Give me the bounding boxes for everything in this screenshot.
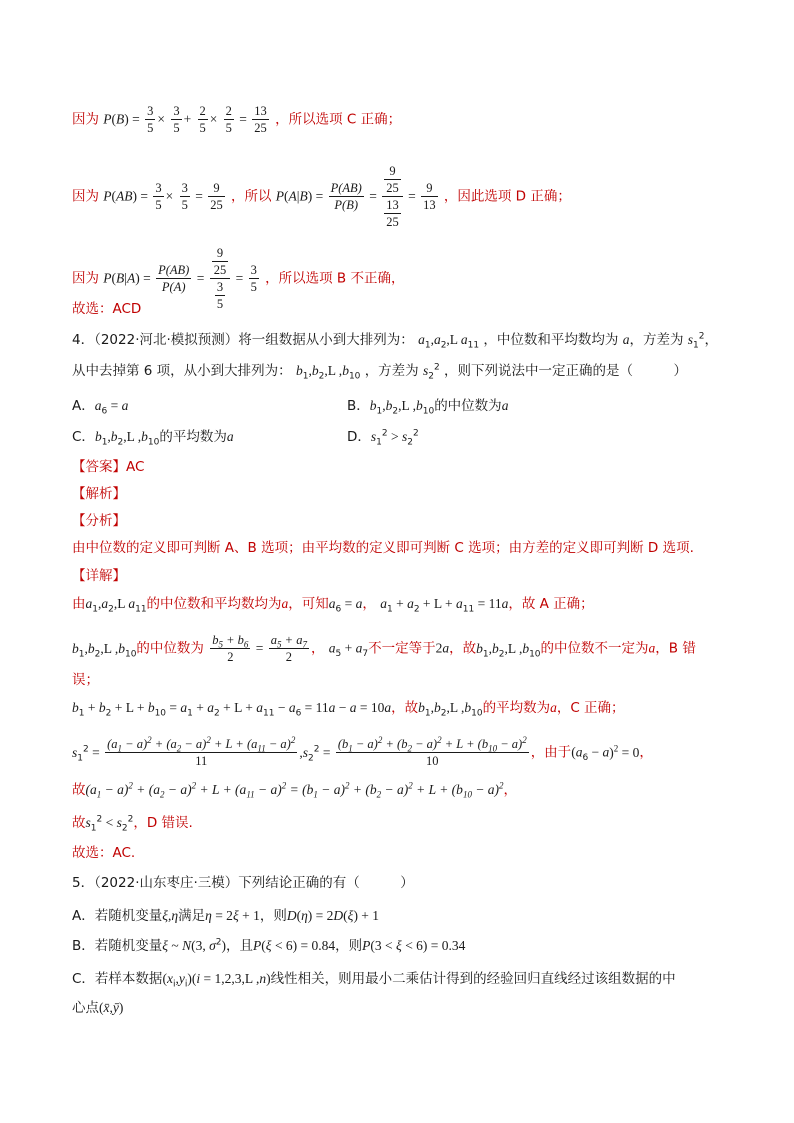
q4-option-c[interactable]: C．$b_1,b_2,L$ $,b_{10}$的平均数为a — [72, 429, 234, 448]
fenxi-text: 由中位数的定义即可判断 A、B 选项；由平均数的定义即可判断 C 选项；由方差的定义即可判断 D 选项. — [72, 540, 694, 556]
q4-option-d[interactable]: D．$s_1^2 > s_2^2$ — [347, 428, 419, 448]
solution-line-pb: 因为 P(B) = $\frac{3}{5}$ × $\frac{3}{5}$ + $\frac{2}{5}$ × $\frac{2}{5}$ = $\frac{13}{25}$ ，所以选项 C 正确； — [72, 104, 402, 135]
q5-option-a[interactable]: A．若随机变量ξ,η满足η = 2ξ + 1，则D(η) = 2D(ξ) + 1 — [72, 908, 380, 924]
detail-line-4: $s_1^2$ = $\frac{(a_1 - a)^2 + (a_2 - a)^2 + L + (a_{11} - a)^2}{11}$ $,s_2^2$ = $\frac{(b_1 - a)^2 + (b_2 - a)^2 + L + (b_{10} - a)^2}{10}$ ，由于$(a_6 - a)^2 = 0$， — [72, 734, 653, 768]
solution-line-pab: 因为 P(AB) = $\frac{3}{5}$ × $\frac{3}{5}$ = $\frac{9}{25}$ ，所以 P(A|B) = $\frac{P(AB)}{P(B)}$ = $\frac{\frac{9}{25}}{\frac{13}{25}}$ = $\frac{9}{13}$ ，因此选项 D 正确； — [72, 164, 571, 229]
q4-stem-line1: 4．（2022·河北·模拟预测）将一组数据从小到大排列为： $a_1,a_2,L$ $a_{11}$ ，中位数和平均数均为 a，方差为 $s_1^2$， — [72, 331, 718, 351]
q5-option-c-cont: 心点(x̄,ȳ) — [72, 1000, 124, 1016]
detail-line-5: 故$(a_1 - a)^2 + (a_2 - a)^2 + L + (a_{11} - a)^2 = (b_1 - a)^2 + (b_2 - a)^2 + L + (b_{10} - a)^2$， — [72, 780, 518, 800]
q4-option-a[interactable]: A．$a_6 = a$ — [72, 398, 129, 417]
fenxi-label: 【分析】 — [72, 513, 126, 529]
solution-line-pba: 因为 P(B|A) = $\frac{P(AB)}{P(A)}$ = $\frac{\frac{9}{25}}{\frac{3}{5}}$ = $\frac{3}{5}$ ，所以选项 B 不正确， — [72, 246, 405, 311]
q4-stem-line2: 从中去掉第 6 项，从小到大排列为： $b_1,b_2,L$ $,b_{10}$ ，方差为 $s_2^2$ ，则下列说法中一定正确的是（ ） — [72, 362, 688, 382]
detail-line-1: 由$a_1,a_2,L$ $a_{11}$的中位数和平均数均为a，可知$a_6 = a$， $a_1 + a_2 + L + a_{11} = 11a$，故 A 正确； — [72, 596, 594, 615]
detail-label: 【详解】 — [72, 568, 126, 584]
q5-option-c[interactable]: C．若样本数据$(x_i,y_i)(i = 1,2,3,L$ ,n)线性相关，则用最小二乘估计得到的经验回归直线经过该组数据的中 — [72, 971, 676, 990]
answer-acd: 故选：ACD — [72, 301, 142, 317]
analysis-label: 【解析】 — [72, 486, 126, 502]
final-answer: 故选：AC. — [72, 845, 136, 861]
detail-line-2b: 误； — [72, 672, 99, 688]
detail-line-6: 故$s_1^2 < s_2^2$，D 错误. — [72, 814, 193, 834]
detail-line-3: $b_1 + b_2 + L + b_{10} = a_1 + a_2 + L + a_{11} - a_6 = 11a - a = 10a$，故$b_1,b_2,L$ $,b_{10}$的平均数为a，C 正确； — [72, 700, 625, 719]
q4-option-b[interactable]: B．$b_1,b_2,L$ $,b_{10}$的中位数为a — [347, 398, 509, 417]
q5-option-b[interactable]: B．若随机变量ξ ~ N(3, $\sigma^2$)，且P(ξ < 6) = 0.84，则P(3 < ξ < 6) = 0.34 — [72, 937, 466, 954]
answer-label: 【答案】AC — [72, 459, 145, 475]
detail-line-2: $b_1,b_2,L$ $,b_{10}$的中位数为 $\frac{b_5 + b_6}{2}$ = $\frac{a_5 + a_7}{2}$ ， $a_5 + a_7$不一定等于2a，故$b_1,b_2,L$ $,b_{10}$的中位数不一定为a，B 错 — [72, 633, 696, 664]
q5-stem: 5．（2022·山东枣庄·三模）下列结论正确的有（ ） — [72, 875, 414, 891]
